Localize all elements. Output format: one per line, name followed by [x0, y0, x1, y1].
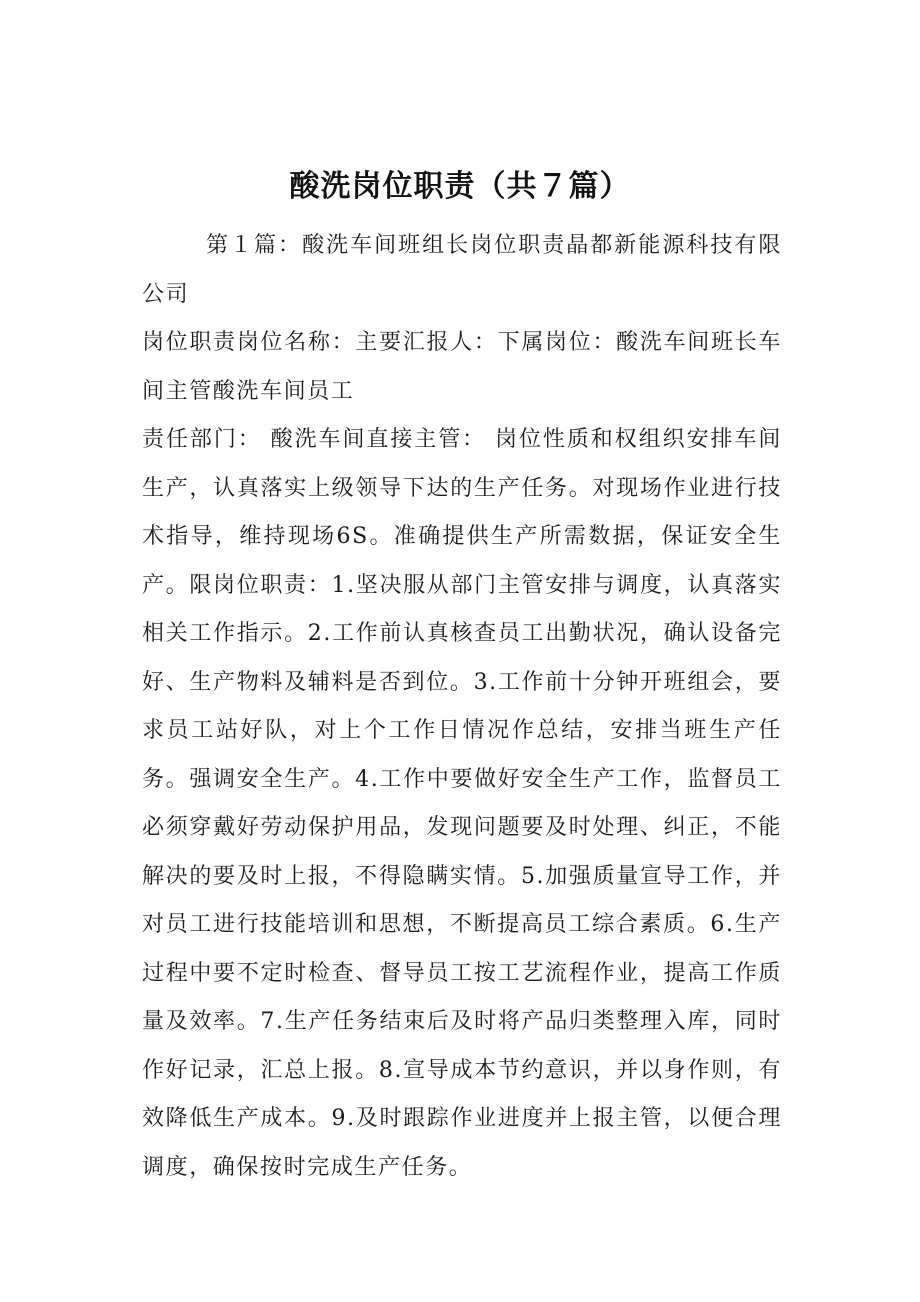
paragraph-responsibilities: 责任部门： 酸洗车间直接主管： 岗位性质和权组织安排车间生产，认真落实上级领导下达的生产任务。对现场作业进行技术指导，维持现场6S。准确提供生产所需数据，保证安全生产。限岗位职责：1.坚决服从部门主管安排与调度，认真落实相关工作指示。2.工作前认真核查员工出勤状况，确认设备完好、生产物料及辅料是否到位。3.工作前十分钟开班组会，要求员工站好队，对上个工作日情况作总结，安排当班生产任务。强调安全生产。4.工作中要做好安全生产工作，监督员工必须穿戴好劳动保护用品，发现问题要及时处理、纠正，不能解决的要及时上报，不得隐瞒实情。5.加强质量宣导工作，并对员工进行技能培训和思想，不断提高员工综合素质。6.生产过程中要不定时检查、督导员工按工艺流程作业，提高工作质量及效率。7.生产任务结束后及时将产品归类整理入库，同时作好记录，汇总上报。8.宣导成本节约意识，并以身作则，有效降低生产成本。9.及时跟踪作业进度并上报主管，以便合理调度，确保按时完成生产任务。: [142, 427, 782, 1180]
paragraph-section-heading: 第１篇：酸洗车间班组长岗位职责晶都新能源科技有限公司: [142, 233, 782, 307]
paragraph-position-info: 岗位职责岗位名称：主要汇报人：下属岗位：酸洗车间班长车间主管酸洗车间员工: [142, 330, 782, 404]
document-title: 酸洗岗位职责（共７篇）: [289, 169, 631, 205]
document-body: [142, 222, 782, 1192]
